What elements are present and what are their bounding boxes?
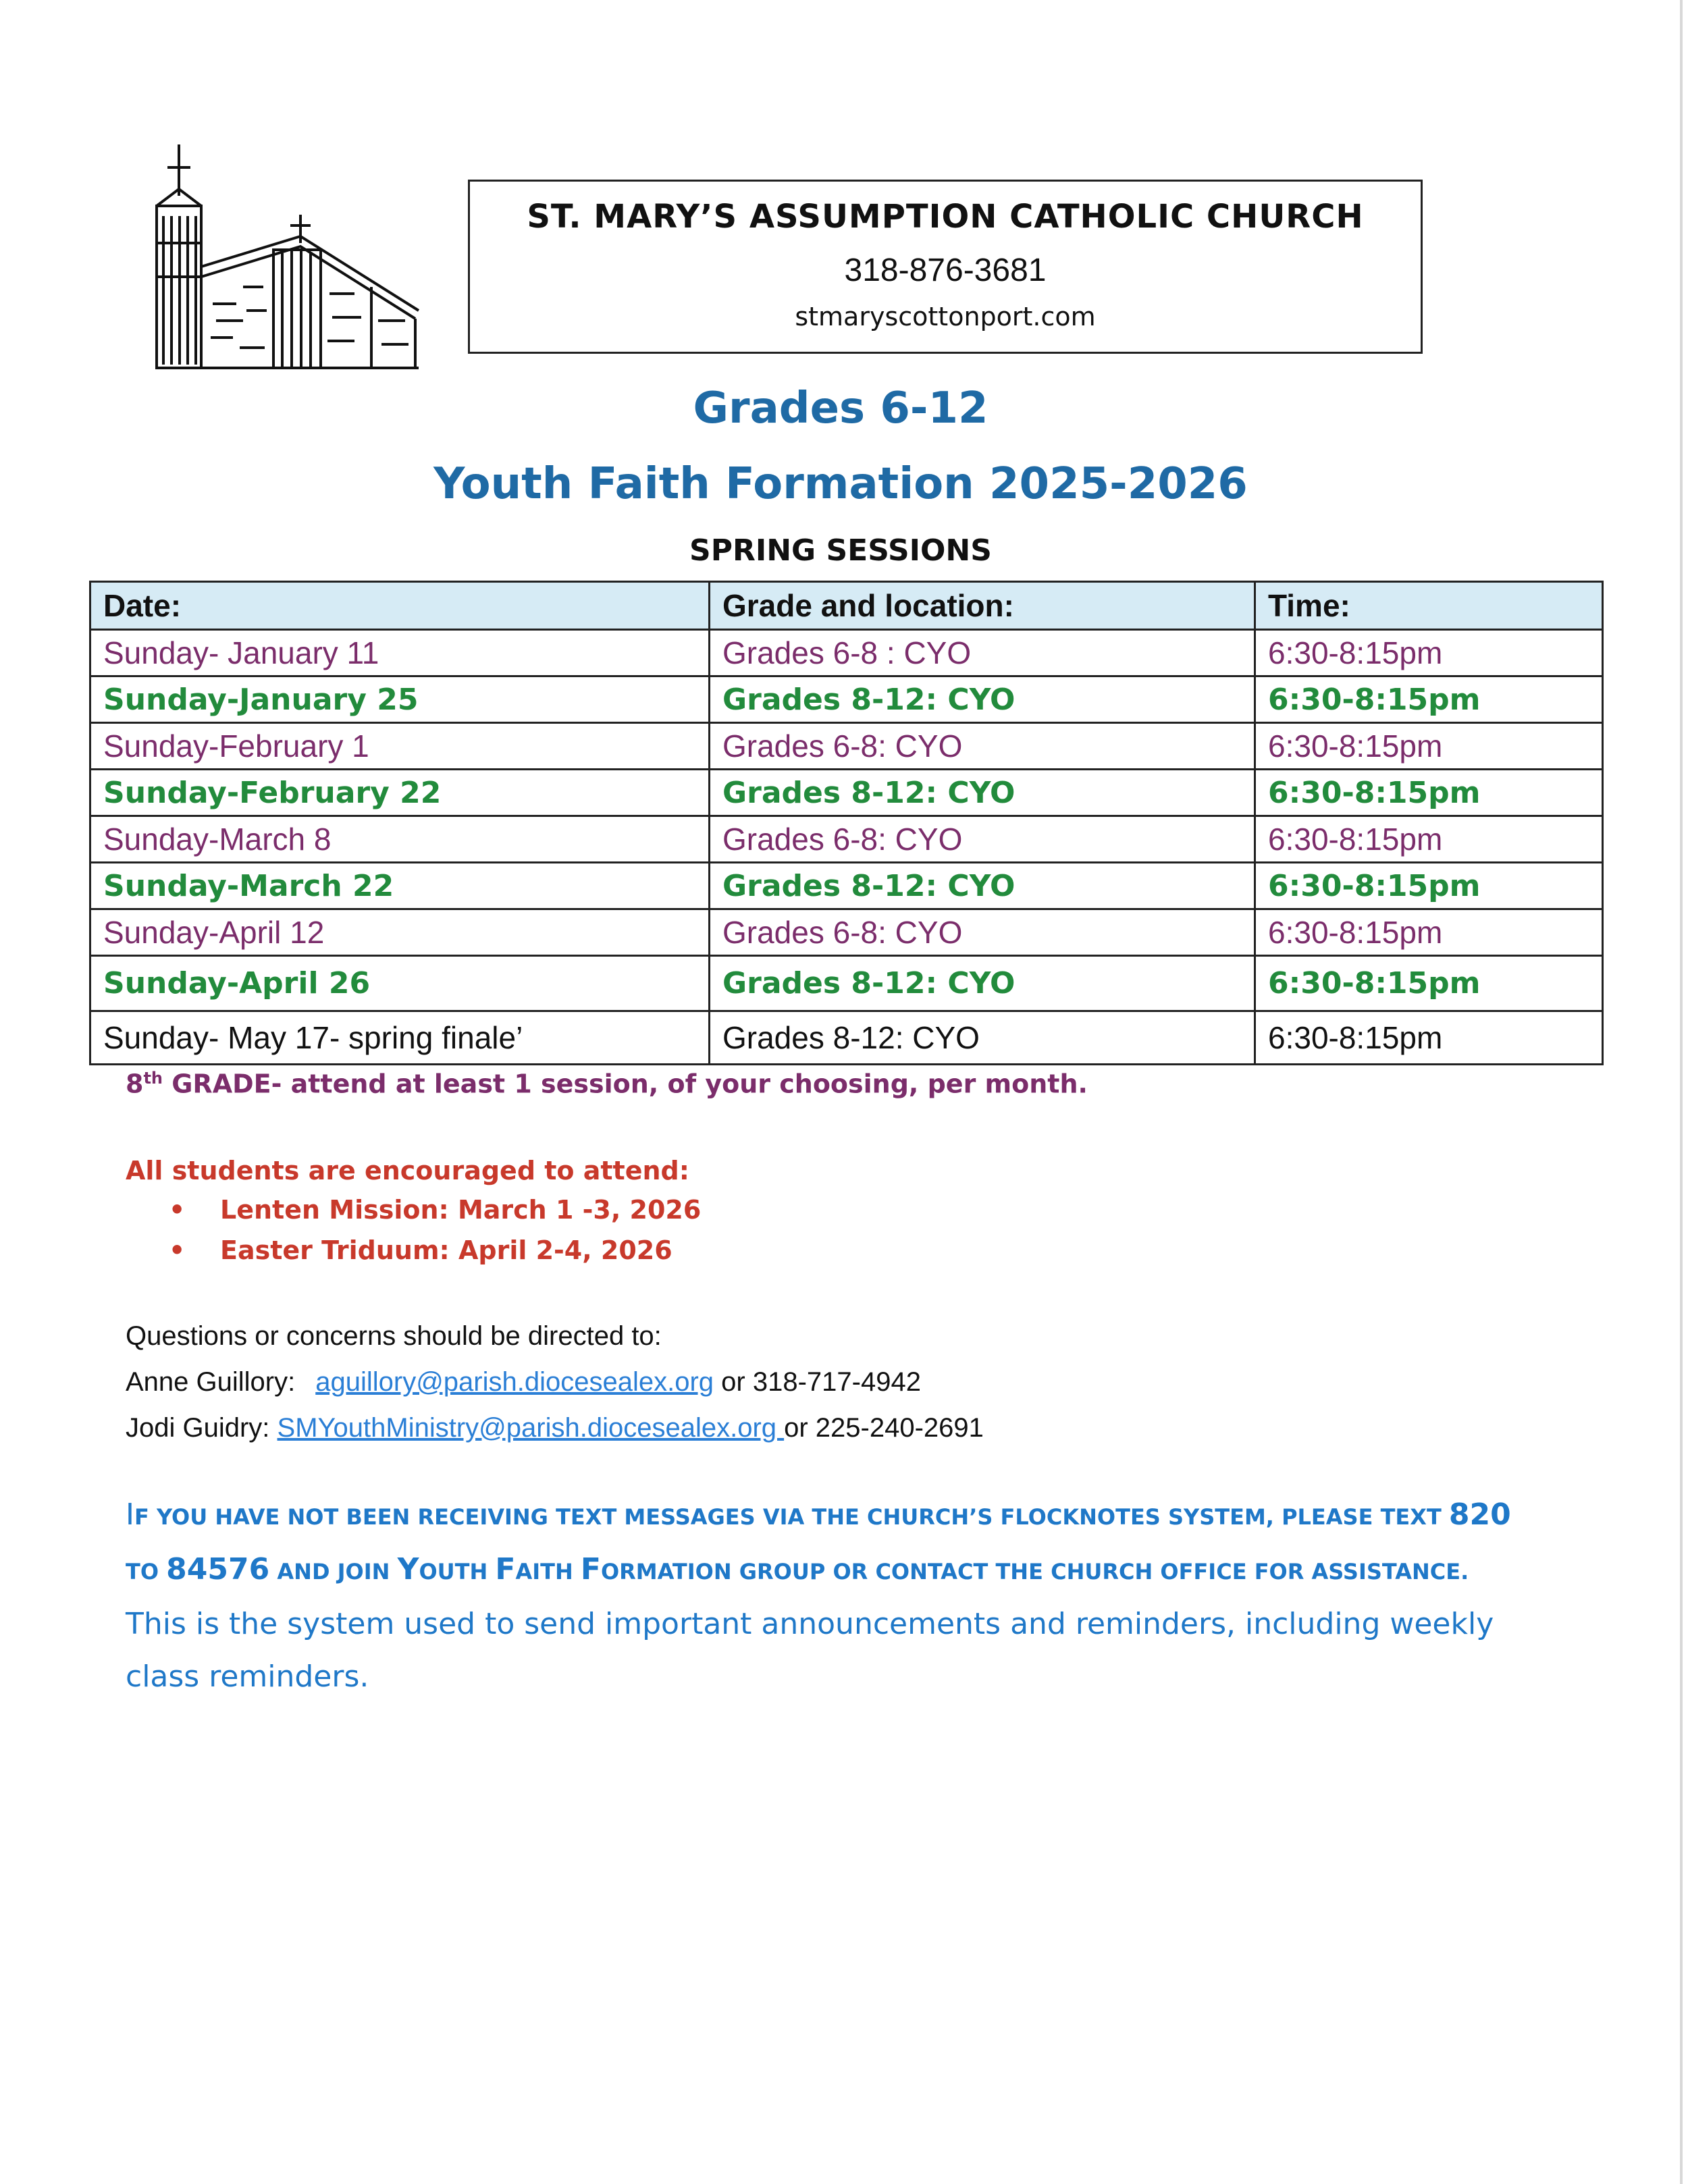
date-cell: Sunday-April 26 [90,956,710,1011]
text-span: 84576 [166,1552,270,1587]
table-row [90,909,1603,956]
contact-email-link[interactable]: SMYouthMinistry@parish.diocesealex.org [277,1413,785,1443]
grade-cell: Grades 8-12: CYO [710,676,1255,723]
text-span: Y [397,1552,419,1587]
event-label: Lenten Mission: March 1 -3, 2026 [220,1195,702,1225]
table-row [90,770,1603,816]
church-website: stmaryscottonport.com [795,302,1096,331]
date-cell: Sunday-March 8 [90,816,710,863]
contacts-intro: Questions or concerns should be directed to: [126,1321,662,1351]
contacts-section [126,1313,984,1451]
list-item [169,1230,701,1271]
bullet-icon: • [169,1195,186,1225]
sessions-table [89,581,1604,1065]
grade-cell: Grades 8-12: CYO [710,863,1255,909]
text-span: ORMATION GROUP OR CONTACT THE CHURCH OFFICE FOR ASSISTANCE. [600,1559,1469,1584]
bullet-icon: • [169,1235,186,1265]
time-cell: 6:30-8:15pm [1255,770,1603,816]
table-row [90,676,1603,723]
event-label: Easter Triduum: April 2-4, 2026 [220,1235,672,1265]
table-row [90,863,1603,909]
table-row [90,723,1603,770]
text-span: OUTH [419,1559,496,1584]
text-span: This is the system used to send important announcements and reminders, including weekly class reminders. [126,1607,1494,1694]
text-span: TO [126,1559,167,1584]
contact-phone: or 318-717-4942 [714,1367,921,1397]
season-subtitle: SPRING SESSIONS [689,533,992,568]
date-cell: Sunday-April 12 [90,909,710,956]
text-span: AND JOIN [269,1559,398,1584]
note-grade-number: 8 [126,1069,144,1099]
date-cell: Sunday-February 1 [90,723,710,770]
flocknotes-paragraph [126,1489,1530,1703]
time-cell: 6:30-8:15pm [1255,723,1603,770]
church-phone: 318-876-3681 [844,252,1047,288]
text-span: F [495,1552,516,1587]
church-header-box [468,180,1423,354]
time-cell: 6:30-8:15pm [1255,630,1603,676]
contact-phone: or 225-240-2691 [784,1413,984,1443]
list-item [169,1190,701,1230]
date-cell: Sunday-February 22 [90,770,710,816]
time-cell: 6:30-8:15pm [1255,1011,1603,1065]
column-header-time: Time: [1255,582,1603,630]
grade-cell: Grades 8-12: CYO [710,1011,1255,1065]
time-cell: 6:30-8:15pm [1255,956,1603,1011]
date-cell: Sunday- May 17- spring finale’ [90,1011,710,1065]
grades-title: Grades 6-12 [693,383,988,433]
encourage-heading: All students are encouraged to attend: [126,1156,689,1186]
contact-row-jodi [126,1405,984,1451]
table-row [90,1011,1603,1065]
contact-row-anne [126,1359,984,1405]
text-span: I [126,1497,134,1532]
note-text: GRADE- attend at least 1 session, of your choosing, per month. [163,1069,1088,1099]
table-row [90,630,1603,676]
grade-cell: Grades 6-8: CYO [710,723,1255,770]
church-logo-icon [149,142,422,375]
grade-cell: Grades 6-8 : CYO [710,630,1255,676]
text-span: F YOU HAVE NOT BEEN RECEIVING TEXT MESSAGES VIA THE CHURCH’S FLOCKNOTES SYSTEM, PLEASE TEXT [134,1504,1449,1530]
column-header-grade: Grade and location: [710,582,1255,630]
time-cell: 6:30-8:15pm [1255,909,1603,956]
church-name: ST. MARY’S ASSUMPTION CATHOLIC CHURCH [527,198,1364,236]
grade-cell: Grades 6-8: CYO [710,909,1255,956]
date-cell: Sunday-January 25 [90,676,710,723]
page-edge-divider [1680,0,1683,2184]
contact-name: Anne Guillory: [126,1367,296,1397]
text-span: 820 [1448,1497,1511,1532]
program-title: Youth Faith Formation 2025-2026 [433,459,1248,509]
contact-name: Jodi Guidry: [126,1413,278,1443]
table-row [90,816,1603,863]
table-row [90,956,1603,1011]
column-header-date: Date: [90,582,710,630]
note-ordinal: th [143,1069,163,1088]
contact-email-link[interactable]: aguillory@parish.diocesealex.org [315,1367,714,1397]
time-cell: 6:30-8:15pm [1255,676,1603,723]
grade-cell: Grades 8-12: CYO [710,770,1255,816]
date-cell: Sunday-March 22 [90,863,710,909]
text-span: F [580,1552,601,1587]
date-cell: Sunday- January 11 [90,630,710,676]
eighth-grade-note [126,1069,1088,1099]
grade-cell: Grades 6-8: CYO [710,816,1255,863]
events-list [169,1190,701,1271]
grade-cell: Grades 8-12: CYO [710,956,1255,1011]
table-header-row [90,582,1603,630]
text-span: AITH [515,1559,581,1584]
time-cell: 6:30-8:15pm [1255,863,1603,909]
time-cell: 6:30-8:15pm [1255,816,1603,863]
